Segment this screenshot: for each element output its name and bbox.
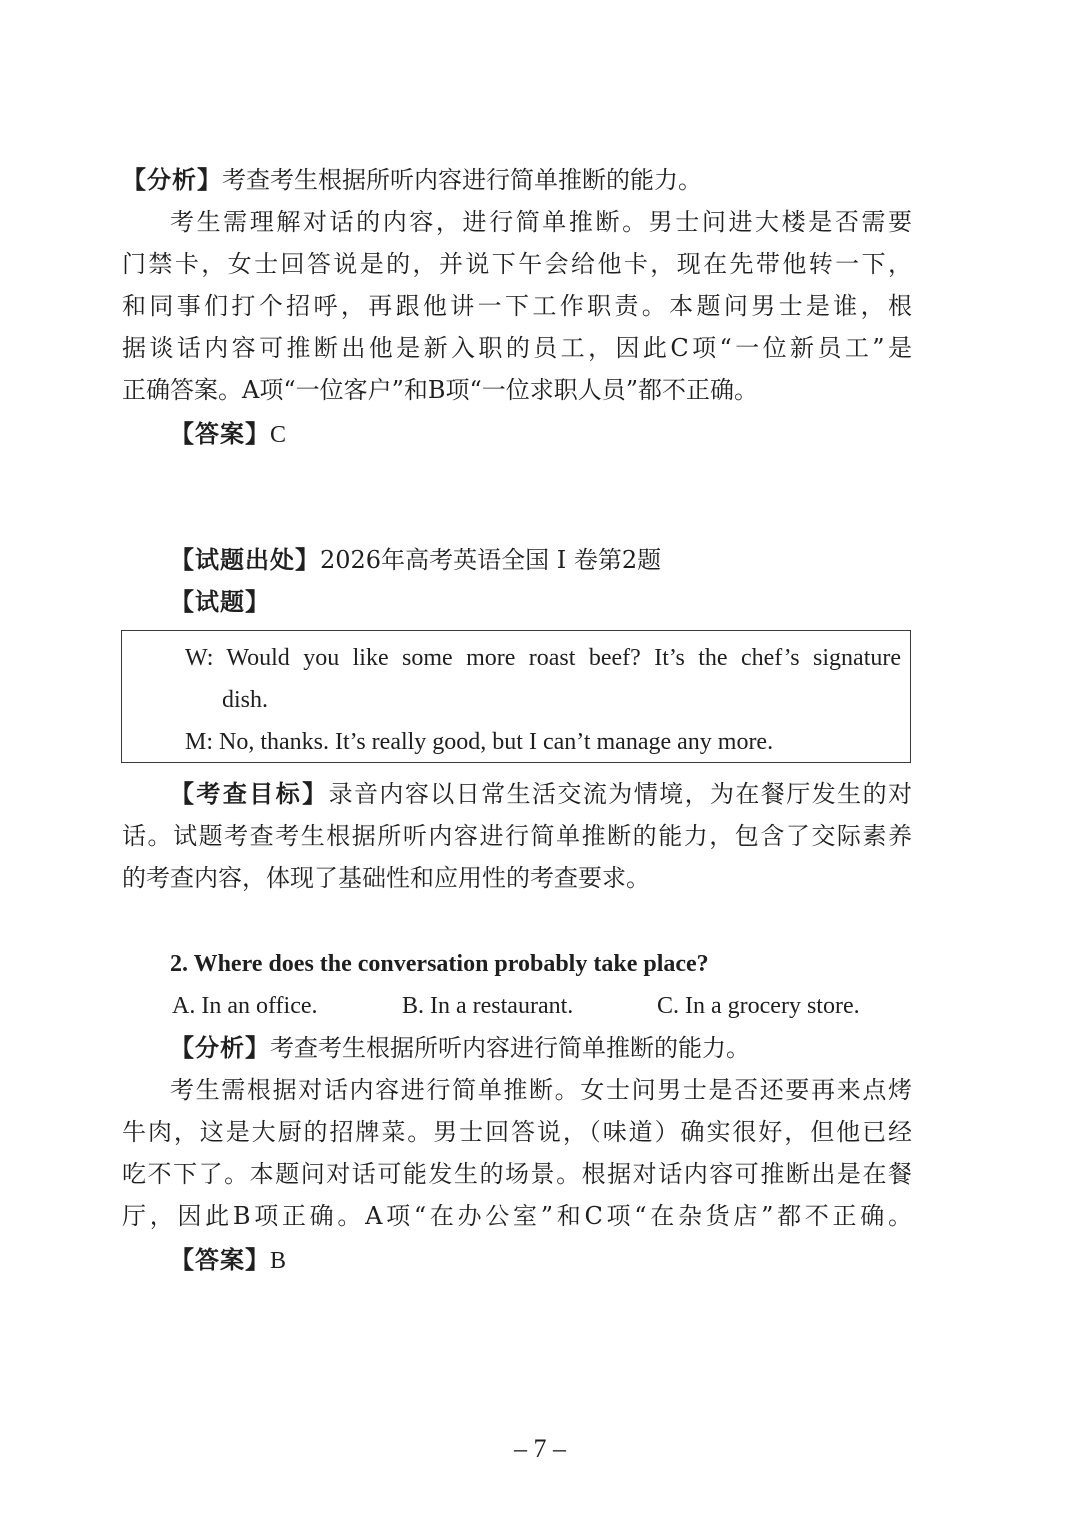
dialog-box [121, 630, 911, 763]
option-b: B. In a restaurant. [402, 993, 574, 1019]
dialog-w-line-2: dish. [222, 687, 269, 713]
source-line [170, 546, 912, 574]
objective-line-3: 的考查内容，体现了基础性和应用性的考查要求。 [122, 864, 650, 892]
analysis-paragraph-line: 据谈话内容可推断出他是新入职的员工，因此C项“一位新员工”是 [122, 334, 912, 362]
analysis-summary: 考查考生根据所听内容进行简单推断的能力。 [270, 1034, 750, 1062]
analysis2-line-1 [170, 1034, 912, 1062]
answer-value: C [270, 422, 287, 448]
answer2-line [170, 1246, 912, 1275]
option-a: A. In an office. [172, 993, 318, 1019]
objective-line-1 [170, 780, 912, 808]
analysis-tag: 【分析】 [122, 166, 222, 194]
answer-tag: 【答案】 [170, 1246, 270, 1274]
page-number: – 7 – [514, 1434, 566, 1463]
objective-line-2: 话。试题考查考生根据所听内容进行简单推断的能力，包含了交际素养 [122, 822, 912, 850]
analysis-summary: 考查考生根据所听内容进行简单推断的能力。 [222, 166, 702, 194]
source-text: 2026年高考英语全国 I 卷第2题 [320, 546, 662, 574]
answer-tag: 【答案】 [170, 420, 270, 448]
dialog-w-line-1: W: Would you like some more roast beef? It’s the chef’s signature [185, 645, 901, 671]
analysis-paragraph-line: 考生需理解对话的内容，进行简单推断。男士问进大楼是否需要 [170, 208, 912, 236]
analysis-line-1 [122, 166, 912, 194]
analysis-tag: 【分析】 [170, 1034, 270, 1062]
answer-line [170, 420, 912, 449]
analysis-paragraph-line: 门禁卡，女士回答说是的，并说下午会给他卡，现在先带他转一下， [122, 250, 912, 278]
analysis2-paragraph-line: 牛肉，这是大厨的招牌菜。男士回答说，（味道）确实很好，但他已经 [122, 1118, 912, 1146]
analysis-paragraph-line: 和同事们打个招呼，再跟他讲一下工作职责。本题问男士是谁，根 [122, 292, 912, 320]
source-tag: 【试题出处】 [170, 546, 320, 574]
analysis2-paragraph-line: 厅，因此B项正确。A项“在办公室”和C项“在杂货店”都不正确。 [122, 1202, 912, 1230]
analysis-paragraph-line: 正确答案。A项“一位客户”和B项“一位求职人员”都不正确。 [122, 376, 759, 404]
objective-text: 录音内容以日常生活交流为情境，为在餐厅发生的对 [328, 780, 913, 808]
question-heading [170, 588, 912, 616]
analysis2-paragraph-line: 吃不下了。本题问对话可能发生的场景。根据对话内容可推断出是在餐 [122, 1160, 912, 1188]
question-tag: 【试题】 [170, 588, 270, 616]
objective-tag: 【考查目标】 [170, 780, 329, 808]
analysis2-paragraph-line: 考生需根据对话内容进行简单推断。女士问男士是否还要再来点烤 [170, 1076, 912, 1104]
answer-value: B [270, 1248, 287, 1274]
dialog-m-line: M: No, thanks. It’s really good, but I can’t manage any more. [185, 729, 774, 755]
option-c: C. In a grocery store. [657, 993, 860, 1019]
question-text: 2. Where does the conversation probably take place? [170, 951, 709, 977]
